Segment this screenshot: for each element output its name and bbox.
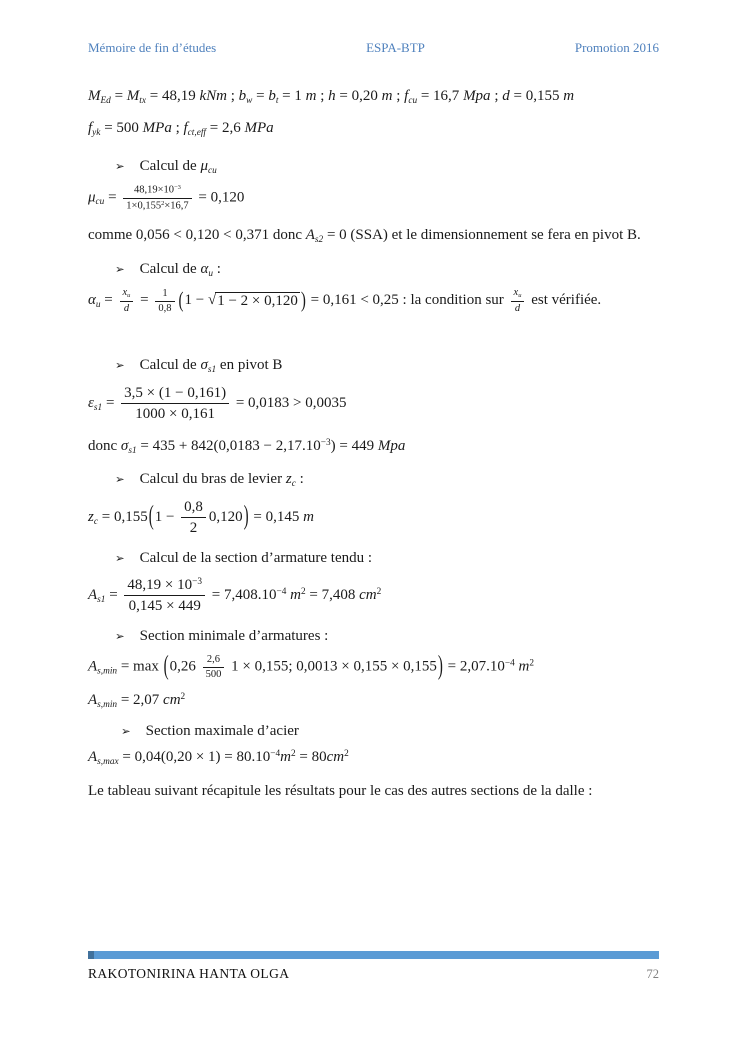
page-footer (88, 951, 659, 982)
page-header (0, 0, 745, 56)
paragraph-comme-pivot-b: comme 0,056 < 0,120 < 0,371 donc As2 = 0 (SSA) et le dimensionnement se fera en pivot B. (88, 227, 641, 246)
footer-rule-bar (88, 951, 659, 959)
page-number: 72 (646, 967, 659, 981)
bullet-label: Calcul de μcu (139, 157, 217, 176)
bullet-bras-de-levier (88, 471, 659, 489)
bullet-calcul-sigma-s1 (88, 357, 659, 375)
footer-text-row (88, 966, 659, 982)
arrow-bullet-icon: ➢ (121, 724, 131, 739)
formula-a-s-min-max: As,min = max (0,26 $\frac{2,6}{500}$ 1 × 0,155; $0,0013 \times 0,155 \times 0,155) = 2,07.10^{-4}$ $m^2$ (88, 651, 535, 681)
formula-alpha-u: αu = $\frac{xu}{d}$ = $\frac{1}{0,8}$ (1 − √ 1 − 2 × 0,120 ) = 0,161 < 0,25 : la condition sur $\frac{xu}{d}$ est vérifiée. (88, 287, 602, 314)
arrow-bullet-icon: ➢ (115, 471, 125, 486)
bullet-label: Calcul de αu : (139, 260, 221, 279)
bullet-label: Section minimale d’armatures : (139, 627, 329, 644)
arrow-bullet-icon: ➢ (115, 261, 125, 276)
header-left: Mémoire de fin d’études (88, 40, 217, 55)
given-data-line-1: MEd = Mtx = 48,19 kNm ; bw = bt = 1 m ; h = 0,20 m ; fcu = 16,7 Mpa ; d = 0,155 m (88, 88, 575, 106)
bullet-section-minimale (88, 628, 659, 645)
formula-a-s1: As1 = $\frac{48,19 \times 10^{-3}}{0,145 \times 449}$ = $7,408.10^{-4}$ $m^2 = 7,408$ $cm^2$ (88, 576, 382, 614)
paragraph-tableau-suivant: Le tableau suivant récapitule les résultats pour le cas des autres sections de la dalle : (88, 782, 593, 799)
arrow-bullet-icon: ➢ (115, 628, 125, 643)
bullet-label: Calcul de la section d’armature tendu : (139, 549, 373, 566)
given-data-line-2: fyk = 500 MPa ; fct,eff = 2,6 MPa (88, 120, 274, 139)
bullet-label: Calcul de σs1 en pivot B (139, 356, 283, 375)
bullet-label: Section maximale d’acier (145, 723, 299, 740)
document-body (0, 56, 745, 803)
header-right: Promotion 2016 (574, 40, 659, 55)
arrow-bullet-icon: ➢ (115, 357, 125, 372)
arrow-bullet-icon: ➢ (115, 158, 125, 173)
bullet-calcul-mu-cu (88, 158, 659, 176)
bullet-section-maximale (88, 723, 659, 740)
bullet-label: Calcul du bras de levier zc : (139, 470, 304, 489)
arrow-bullet-icon: ➢ (115, 550, 125, 565)
paragraph-donc-sigma-s1: donc $\sigma s1 = 435 + 842(0,0183 - 2,17.10^{-3}) = 449$ Mpa (88, 437, 406, 456)
bullet-section-armature-tendu (88, 550, 659, 567)
formula-epsilon-s1: εs1 = $\frac{3,5 \times (1 - 0,161)}{1000 \times 0,161}$ = 0,0183 > 0,0035 (88, 384, 347, 422)
given-data-paragraph (88, 80, 659, 145)
formula-z-c: zc = 0,155(1 − $\frac{0,8}{2}$ 0,120) = 0,145 m (88, 498, 314, 536)
footer-author: RAKOTONIRINA HANTA OLGA (88, 966, 290, 981)
bullet-calcul-alpha-u (88, 261, 659, 279)
formula-a-s-min-result: As,min = 2,07 $cm^2$ (88, 692, 186, 711)
header-center: ESPA-BTP (366, 40, 425, 55)
formula-mu-cu: μcu = $\frac{48,19\times 10^{-3}}{1\times 0,155^2\times 16,7}$ = 0,120 (88, 184, 245, 212)
formula-a-s-max: $As,\max = 0,04(0,20 \times 1) = 80.10^{-4}m^2 = 80cm^2$ (88, 749, 349, 768)
